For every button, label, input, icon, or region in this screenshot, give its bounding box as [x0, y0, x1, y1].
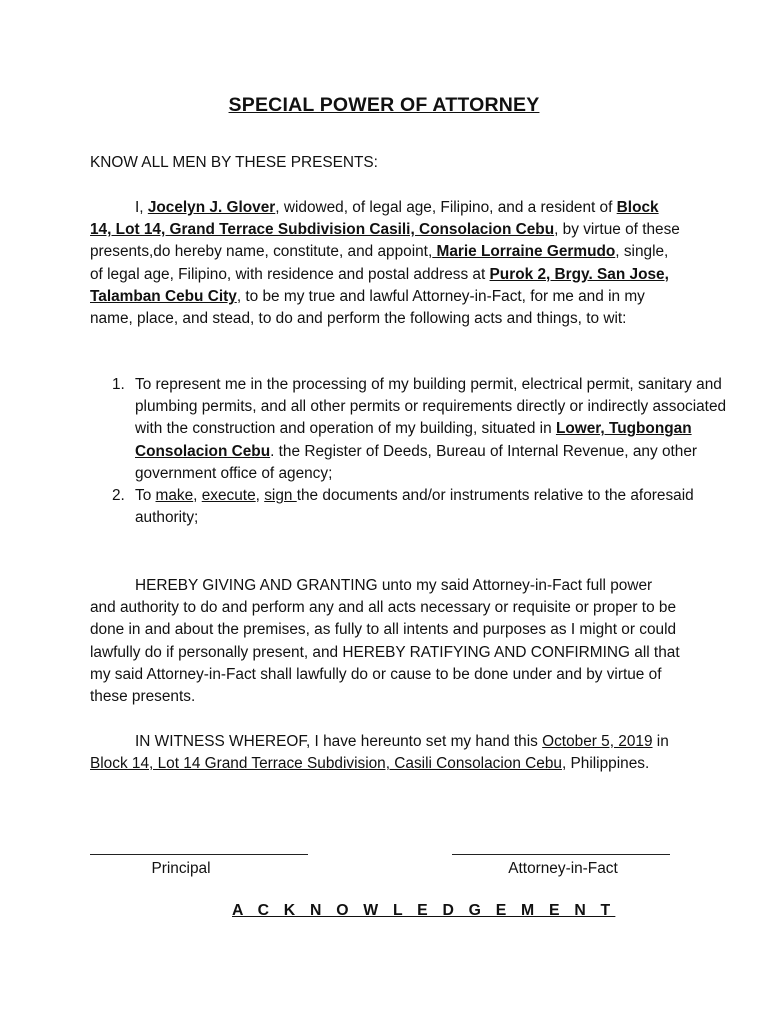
principal-address: Block 14, Lot 14, Grand Terrace Subdivision Casili, Consolacion Cebu [90, 199, 659, 239]
principal-signature-line [90, 854, 308, 855]
act-text: To represent me in the processing of my building permit, electrical permit, sanitary and plumbing permits, and all other permits or requirements directly or indirectly associated with the construction and operation of my building, situated in [135, 376, 727, 438]
principal-label: Principal [151, 860, 211, 877]
act-text: . the Register of Deeds, Bureau of Internal Revenue, any other government office of agency; [135, 442, 698, 482]
execution-place: Block 14, Lot 14 Grand Terrace Subdivision, Casili Consolacion Cebu [90, 755, 562, 773]
witness-text: in [652, 733, 669, 750]
granting-paragraph: HEREBY GIVING AND GRANTING unto my said Attorney-in-Fact full power and authority to do and perform any and all acts necessary or requisite or proper to be done in and about the premises, as fully to all intents and purposes as I might or could lawfully do if personally present, and HEREBY RATIFYING AND CONFIRMING all that my said Attorney-in-Fact shall lawfully do or cause to be done under and by virtue of these presents. [90, 577, 680, 706]
preamble: KNOW ALL MEN BY THESE PRESENTS: [90, 154, 378, 171]
attorney-signature-line [452, 854, 670, 855]
document-title: SPECIAL POWER OF ATTORNEY [228, 94, 540, 116]
witness-text: IN WITNESS WHEREOF, I have hereunto set my hand this [135, 733, 543, 750]
witness-paragraph [90, 731, 682, 775]
act-verb-sign: sign [264, 487, 297, 505]
acts-list [90, 374, 727, 529]
list-item [112, 485, 727, 529]
appointment-text: , by virtue of these presents,do hereby name, constitute, and appoint, [90, 221, 680, 261]
list-item [112, 374, 727, 485]
execution-date: October 5, 2019 [542, 733, 653, 750]
principal-name: Jocelyn J. Glover [147, 199, 276, 216]
acknowledgement-heading: A C K N O W L E D G E M E N T [232, 902, 616, 919]
list-number: 2. [112, 487, 125, 505]
appointment-text: I, [135, 199, 148, 216]
act-text: To [135, 487, 156, 505]
appointment-text: , widowed, of legal age, Filipino, and a resident of [275, 199, 617, 216]
act-verb-execute: execute [201, 487, 256, 505]
building-location: Lower, Tugbongan Consolacion Cebu [135, 420, 692, 460]
appointment-paragraph [90, 197, 682, 330]
appointment-text: , to be my true and lawful Attorney-in-Fact, for me and in my name, place, and stead, to do and perform the following acts and things, to wit: [90, 287, 645, 328]
attorney-name: Marie Lorraine Germudo [432, 243, 616, 261]
attorney-label: Attorney-in-Fact [508, 860, 618, 877]
act-verb-make: make [155, 487, 194, 505]
act-text: , [255, 487, 265, 505]
list-number: 1. [112, 376, 125, 393]
act-text: the documents and/or instruments relative to the aforesaid authority; [135, 487, 694, 527]
act-text: , [193, 487, 202, 505]
attorney-address: Purok 2, Brgy. San Jose, Talamban Cebu City [90, 265, 669, 305]
appointment-text: , single, of legal age, Filipino, with residence and postal address at [90, 243, 669, 283]
witness-text: , Philippines. [561, 755, 650, 773]
